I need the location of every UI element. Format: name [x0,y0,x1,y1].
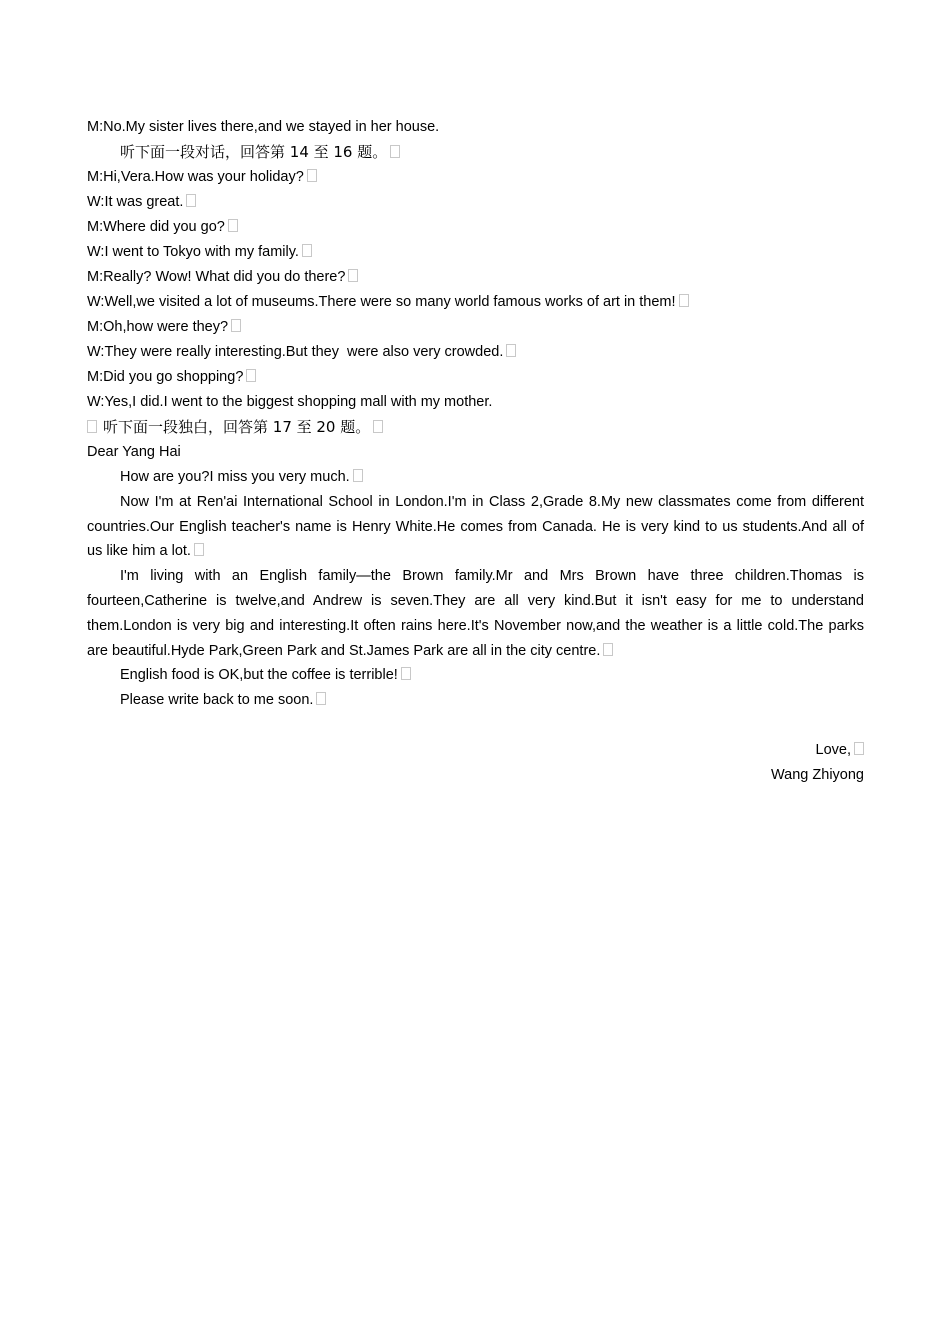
signature-text: Wang Zhiyong [771,766,864,783]
paragraph-mark-icon [87,420,97,433]
dialogue-line [87,265,864,290]
letter-salutation [87,440,864,465]
paragraph-mark-icon [302,244,312,257]
paragraph-text: Now I'm at Ren'ai International School in London.I'm in Class 2,Grade 8.My new classmates come from different countries.Our English teacher's name is Henry White.He comes from Canada. He is very kind to us students.And all of us like him a lot. [87,493,864,560]
letter-paragraph [87,564,864,663]
document-page [87,115,864,788]
letter-signature [87,763,864,788]
dialogue-line [87,390,864,415]
paragraph-mark-icon [353,469,363,482]
paragraph-text: Please write back to me soon. [120,692,314,709]
dialogue-line [87,165,864,190]
paragraph-mark-icon [307,169,317,182]
paragraph-mark-icon [231,319,241,332]
instruction-text: 听下面一段独白，回答第 17 至 20 题。 [103,418,371,436]
paragraph-mark-icon [186,194,196,207]
line-text: M:Hi,Vera.How was your holiday? [87,169,304,185]
salutation-text: Dear Yang Hai [87,444,181,460]
line-text: M:No.My sister lives there,and we stayed in her house. [87,119,440,135]
paragraph-text: English food is OK,but the coffee is terrible! [120,667,398,684]
line-text: W:Well,we visited a lot of museums.There were so many world famous works of art in them! [87,294,676,310]
dialogue-line [87,315,864,340]
paragraph-mark-icon [246,369,256,382]
dialogue-line [87,365,864,390]
letter-paragraph [87,663,864,688]
paragraph-mark-icon [401,667,411,680]
paragraph-mark-icon [348,269,358,282]
dialogue-line [87,340,864,365]
paragraph-mark-icon [506,344,516,357]
paragraph-text: How are you?I miss you very much. [120,469,350,485]
instruction-text: 听下面一段对话，回答第 14 至 16 题。 [120,143,388,161]
line-text: W:They were really interesting.But they were also very crowded. [87,344,504,360]
dialogue-line [87,190,864,215]
line-text: W:Yes,I did.I went to the biggest shopping mall with my mother. [87,394,493,410]
paragraph-mark-icon [194,543,204,556]
line-text: M:Where did you go? [87,219,225,235]
paragraph-mark-icon [390,145,400,158]
paragraph-mark-icon [603,643,613,656]
paragraph-mark-icon [316,692,326,705]
paragraph-mark-icon [228,219,238,232]
line-text: W:I went to Tokyo with my family. [87,244,299,260]
paragraph-mark-icon [373,420,383,433]
dialogue-line [87,115,864,140]
section-instruction [87,140,864,165]
dialogue-line [87,215,864,240]
paragraph-mark-icon [679,294,689,307]
letter-closing [87,738,864,763]
paragraph-text: I'm living with an English family—the Brown family.Mr and Mrs Brown have three children.Thomas is fourteen,Catherine is twelve,and Andrew is seven.They are all very kind.But it isn't easy for me to understand them.London is very big and interesting.It often rains here.It's November now,and the weather is a little cold.The parks are beautiful.Hyde Park,Green Park and St.James Park are all in the city centre. [87,568,864,659]
line-text: M:Really? Wow! What did you do there? [87,269,346,285]
paragraph-mark-icon [854,742,864,755]
letter-paragraph [87,490,864,564]
line-text: M:Did you go shopping? [87,369,244,385]
letter-paragraph [87,688,864,713]
dialogue-line [87,240,864,265]
line-text: M:Oh,how were they? [87,319,229,335]
blank-line [87,713,864,738]
dialogue-line [87,290,864,315]
section-instruction [87,415,864,440]
letter-paragraph [87,465,864,490]
line-text: W:It was great. [87,194,184,210]
closing-text: Love, [815,741,851,758]
